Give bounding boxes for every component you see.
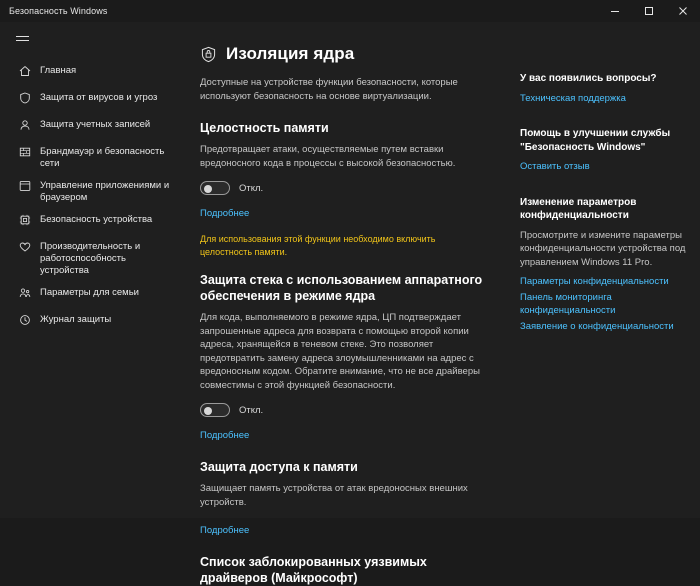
section-title-vulnerable-driver-blocklist: Список заблокированных уязвимых драйверов (Майкрософт) xyxy=(200,555,427,585)
rail-heading-improve: Помощь в улучшении службы "Безопасность Windows" xyxy=(520,128,671,153)
content-area xyxy=(186,22,700,585)
memory-integrity-toggle[interactable] xyxy=(200,181,230,195)
memory-integrity-learn-more-link[interactable]: Подробнее xyxy=(200,208,250,219)
sidebar-item-account-protection[interactable] xyxy=(6,114,180,140)
sidebar-item-device-performance[interactable] xyxy=(6,236,180,281)
memory-access-protection-learn-more-link[interactable]: Подробнее xyxy=(200,525,250,536)
sidebar-item-label: Брандмауэр и безопасность сети xyxy=(40,146,165,169)
close-button[interactable] xyxy=(666,0,700,22)
core-isolation-icon xyxy=(200,46,217,63)
sidebar-item-label: Параметры для семьи xyxy=(40,287,139,298)
sidebar-item-label: Безопасность устройства xyxy=(40,214,153,225)
home-icon xyxy=(16,64,34,77)
page-description: Доступные на устройстве функции безопасности, которые используют безопасность на основе виртуализации. xyxy=(200,77,458,102)
kernel-stack-protection-toggle-row xyxy=(200,403,492,417)
rail-group-privacy xyxy=(520,196,686,334)
heart-icon xyxy=(16,240,34,253)
main-column xyxy=(186,22,510,585)
privacy-statement-link[interactable]: Заявление о конфиденциальности xyxy=(520,320,674,332)
rail-heading-privacy: Изменение параметров конфиденциальности xyxy=(520,196,637,221)
hamburger-icon[interactable] xyxy=(2,24,42,54)
sidebar-item-label: Главная xyxy=(40,65,77,76)
toggle-knob xyxy=(204,407,212,415)
page-header xyxy=(200,44,492,64)
shield-icon xyxy=(16,91,34,104)
title-bar xyxy=(0,0,700,22)
firewall-icon xyxy=(16,145,34,158)
section-description-kernel-stack-protection: Для кода, выполняемого в режиме ядра, ЦП подтверждает запрошенные адреса для возврата с помощью второй копии адреса, хранящейся в теневом стеке. Это позволяет предотвратить замену адреса злоумышленниками на адрес с вредоносным кодом. Обратите внимание, что не все драйверы совместимы с этой функцией безопасности. xyxy=(200,312,480,391)
rail-heading-questions: У вас появились вопросы? xyxy=(520,73,657,84)
sidebar-item-label: Журнал защиты xyxy=(40,314,112,325)
sidebar-item-label: Производительность и работоспособность устройства xyxy=(40,241,141,276)
family-icon xyxy=(16,286,34,299)
sidebar xyxy=(0,22,186,518)
history-icon xyxy=(16,313,34,326)
kernel-stack-protection-toggle[interactable] xyxy=(200,403,230,417)
sidebar-item-label: Защита учетных записей xyxy=(40,119,151,130)
section-description-memory-access-protection: Защищает память устройства от атак вредоносных внешних устройств. xyxy=(200,483,468,508)
section-description-memory-integrity: Предотвращает атаки, осуществляемые путем вставки вредоносного кода в процессы с высокой безопасностью. xyxy=(200,144,456,169)
window-title: Безопасность Windows xyxy=(9,6,108,16)
rail-group-improve xyxy=(520,127,686,174)
memory-integrity-toggle-state: Откл. xyxy=(239,182,264,194)
page-title: Изоляция ядра xyxy=(226,44,355,63)
rail-group-questions xyxy=(520,72,686,105)
memory-integrity-toggle-row xyxy=(200,181,492,195)
device-security-icon xyxy=(16,213,34,226)
sidebar-item-virus-threat[interactable] xyxy=(6,87,180,113)
section-title-memory-integrity: Целостность памяти xyxy=(200,121,329,135)
spacer xyxy=(200,538,492,554)
maximize-button[interactable] xyxy=(632,0,666,22)
window-body xyxy=(0,22,700,585)
right-rail xyxy=(510,22,700,518)
sidebar-item-family-options[interactable] xyxy=(6,282,180,308)
sidebar-item-label: Управление приложениями и браузером xyxy=(40,180,170,203)
section-title-kernel-stack-protection: Защита стека с использованием аппаратного обеспечения в режиме ядра xyxy=(200,273,483,303)
sidebar-item-home[interactable] xyxy=(6,60,180,86)
sidebar-item-protection-history[interactable] xyxy=(6,309,180,335)
account-icon xyxy=(16,118,34,131)
kernel-stack-protection-learn-more-link[interactable]: Подробнее xyxy=(200,430,250,441)
give-feedback-link[interactable]: Оставить отзыв xyxy=(520,161,590,172)
spacer xyxy=(200,443,492,459)
rail-text-privacy: Просмотрите и измените параметры конфиденциальности устройства под управлением Windows 11 Pro. xyxy=(520,229,686,268)
technical-support-link[interactable]: Техническая поддержка xyxy=(520,92,626,104)
minimize-button[interactable] xyxy=(598,0,632,22)
app-browser-icon xyxy=(16,179,34,192)
privacy-dashboard-link[interactable]: Панель мониторинга конфиденциальности xyxy=(520,291,616,316)
sidebar-nav xyxy=(0,60,186,335)
memory-integrity-warning: Для использования этой функции необходимо включить целостность памяти. xyxy=(200,234,436,257)
section-title-memory-access-protection: Защита доступа к памяти xyxy=(200,460,358,474)
privacy-settings-link[interactable]: Параметры конфиденциальности xyxy=(520,276,669,287)
toggle-knob xyxy=(204,185,212,193)
sidebar-item-device-security[interactable] xyxy=(6,209,180,235)
sidebar-item-label: Защита от вирусов и угроз xyxy=(40,92,158,103)
sidebar-item-app-browser-control[interactable] xyxy=(6,175,180,208)
kernel-stack-protection-toggle-state: Откл. xyxy=(239,404,264,416)
sidebar-item-firewall-network[interactable] xyxy=(6,141,180,174)
